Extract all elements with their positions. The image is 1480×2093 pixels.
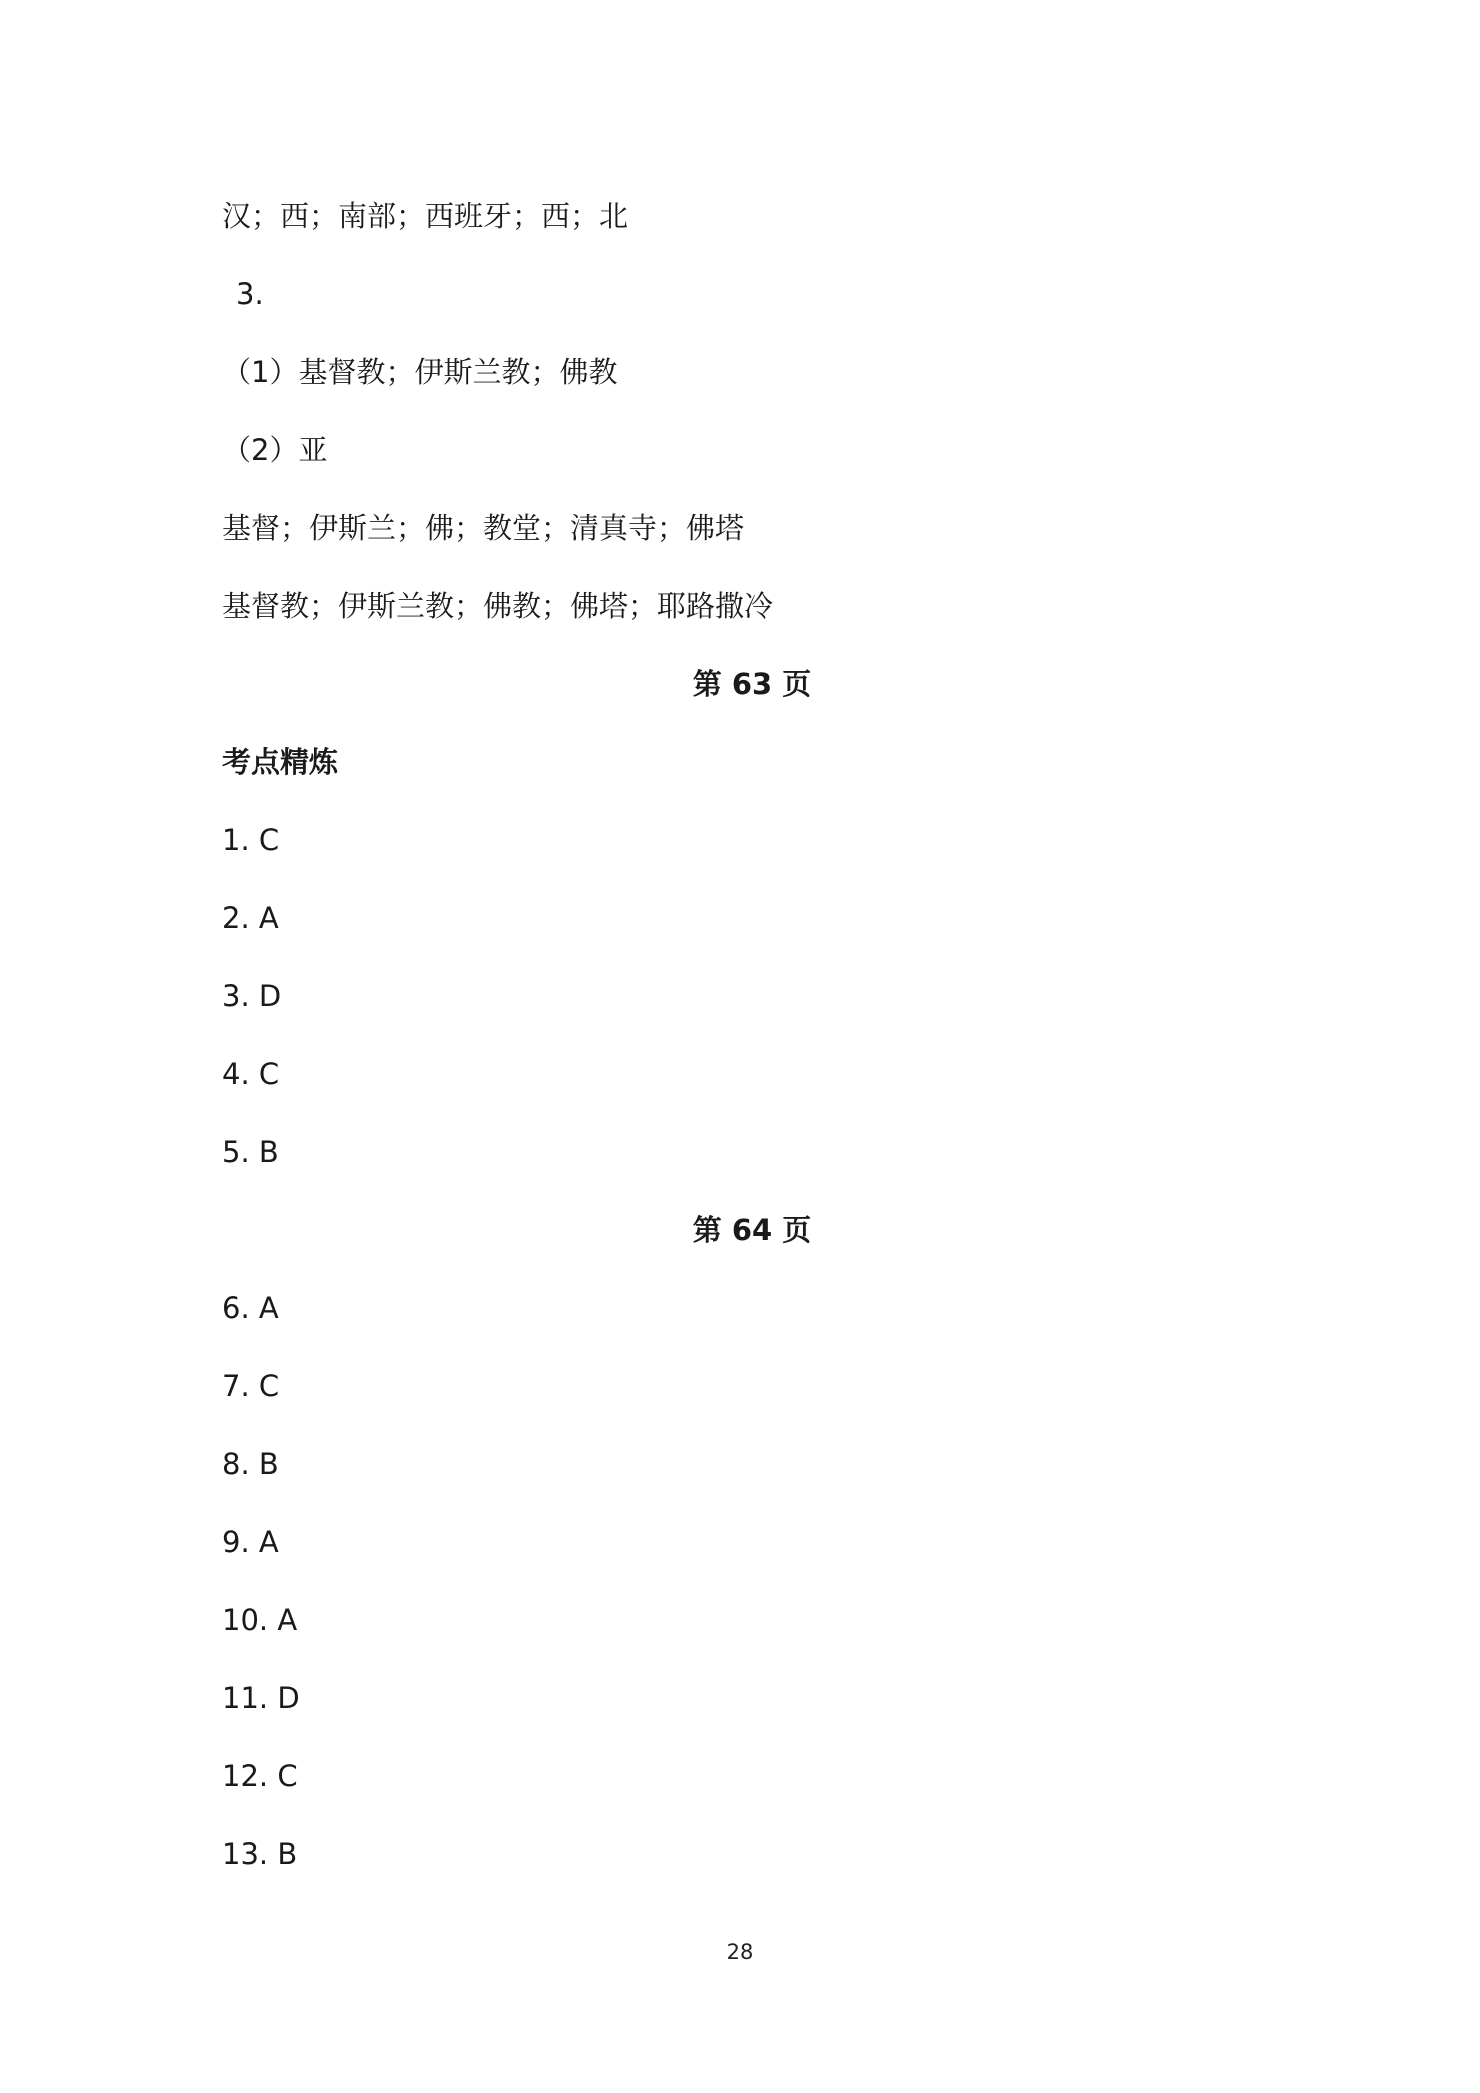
answer-item: 8. B bbox=[222, 1447, 279, 1481]
question-number: 3. bbox=[236, 277, 264, 311]
answer-item: 11. D bbox=[222, 1681, 300, 1715]
page-heading-63: 第 63 页 bbox=[692, 667, 812, 701]
answer-item: 7. C bbox=[222, 1369, 280, 1403]
answer-line: 汉；西；南部；西班牙；西；北 bbox=[222, 199, 629, 233]
answer-item: 3. D bbox=[222, 979, 282, 1013]
answer-item: 12. C bbox=[222, 1759, 298, 1793]
answer-item: 1. C bbox=[222, 823, 280, 857]
answer-item: 4. C bbox=[222, 1057, 280, 1091]
page-heading-64: 第 64 页 bbox=[692, 1213, 812, 1247]
answer-item: 5. B bbox=[222, 1135, 279, 1169]
answer-line: （1）基督教；伊斯兰教；佛教 bbox=[222, 355, 618, 389]
answer-item: 10. A bbox=[222, 1603, 298, 1637]
answer-line: 基督；伊斯兰；佛；教堂；清真寺；佛塔 bbox=[222, 511, 745, 545]
answer-line: （2）亚 bbox=[222, 433, 328, 467]
section-title: 考点精炼 bbox=[222, 745, 339, 779]
answer-item: 6. A bbox=[222, 1291, 279, 1325]
answer-line: 基督教；伊斯兰教；佛教；佛塔；耶路撒冷 bbox=[222, 589, 774, 623]
answer-item: 9. A bbox=[222, 1525, 279, 1559]
answer-item: 13. B bbox=[222, 1837, 298, 1871]
answer-item: 2. A bbox=[222, 901, 279, 935]
answer-content bbox=[222, 192, 1258, 1908]
page-number: 28 bbox=[726, 1940, 754, 1964]
